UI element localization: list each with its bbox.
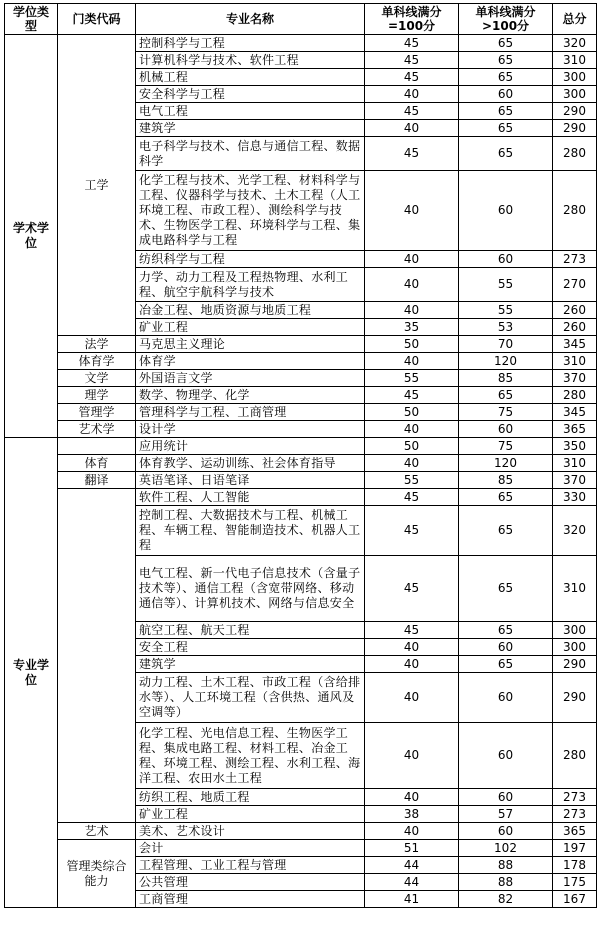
- single-line-100-cell: 45: [365, 69, 459, 86]
- major-name-cell: 公共管理: [136, 874, 365, 891]
- single-line-gt100-cell: 65: [459, 556, 553, 622]
- single-line-gt100-cell: 65: [459, 103, 553, 120]
- header-single-line-100: 单科线满分=100分: [365, 4, 459, 35]
- total-score-cell: 290: [553, 673, 597, 723]
- single-line-100-cell: 40: [365, 120, 459, 137]
- single-line-100-cell: 45: [365, 103, 459, 120]
- table-row: [5, 823, 597, 840]
- header-single-line-gt100: 单科线满分>100分: [459, 4, 553, 35]
- single-line-100-cell: 41: [365, 891, 459, 908]
- major-name-cell: 设计学: [136, 421, 365, 438]
- single-line-100-cell: 55: [365, 370, 459, 387]
- major-name-cell: 美术、艺术设计: [136, 823, 365, 840]
- category-cell: 艺术: [58, 823, 136, 840]
- table-row: [5, 35, 597, 52]
- total-score-cell: 320: [553, 506, 597, 556]
- category-cell: 管理类综合能力: [58, 840, 136, 908]
- major-name-cell: 体育学: [136, 353, 365, 370]
- header-major-name: 专业名称: [136, 4, 365, 35]
- total-score-cell: 273: [553, 806, 597, 823]
- total-score-cell: 280: [553, 723, 597, 789]
- single-line-100-cell: 45: [365, 137, 459, 171]
- single-line-gt100-cell: 75: [459, 438, 553, 455]
- single-line-100-cell: 40: [365, 171, 459, 251]
- single-line-100-cell: 40: [365, 823, 459, 840]
- single-line-100-cell: 40: [365, 723, 459, 789]
- total-score-cell: 365: [553, 823, 597, 840]
- single-line-100-cell: 45: [365, 556, 459, 622]
- single-line-gt100-cell: 65: [459, 387, 553, 404]
- major-name-cell: 电子科学与技术、信息与通信工程、数据科学: [136, 137, 365, 171]
- total-score-cell: 280: [553, 171, 597, 251]
- single-line-100-cell: 45: [365, 489, 459, 506]
- total-score-cell: 178: [553, 857, 597, 874]
- single-line-gt100-cell: 75: [459, 404, 553, 421]
- table-row: [5, 438, 597, 455]
- single-line-gt100-cell: 65: [459, 622, 553, 639]
- major-name-cell: 软件工程、人工智能: [136, 489, 365, 506]
- single-line-gt100-cell: 65: [459, 35, 553, 52]
- total-score-cell: 300: [553, 639, 597, 656]
- total-score-cell: 320: [553, 35, 597, 52]
- category-cell: [58, 438, 136, 455]
- single-line-100-cell: 50: [365, 438, 459, 455]
- major-name-cell: 化学工程、光电信息工程、生物医学工程、集成电路工程、材料工程、冶金工程、环境工程、测绘工程、水利工程、海洋工程、农田水土工程: [136, 723, 365, 789]
- single-line-100-cell: 40: [365, 789, 459, 806]
- single-line-gt100-cell: 102: [459, 840, 553, 857]
- table-body: [5, 35, 597, 908]
- single-line-100-cell: 38: [365, 806, 459, 823]
- total-score-cell: 370: [553, 370, 597, 387]
- total-score-cell: 197: [553, 840, 597, 857]
- major-name-cell: 控制科学与工程: [136, 35, 365, 52]
- table-row: [5, 353, 597, 370]
- single-line-gt100-cell: 88: [459, 874, 553, 891]
- single-line-gt100-cell: 55: [459, 268, 553, 302]
- single-line-100-cell: 44: [365, 857, 459, 874]
- category-cell: 体育: [58, 455, 136, 472]
- total-score-cell: 330: [553, 489, 597, 506]
- single-line-100-cell: 55: [365, 472, 459, 489]
- table-header-row: [5, 4, 597, 35]
- single-line-gt100-cell: 70: [459, 336, 553, 353]
- total-score-cell: 290: [553, 120, 597, 137]
- single-line-100-cell: 51: [365, 840, 459, 857]
- single-line-gt100-cell: 60: [459, 171, 553, 251]
- single-line-100-cell: 50: [365, 404, 459, 421]
- total-score-cell: 370: [553, 472, 597, 489]
- major-name-cell: 体育教学、运动训练、社会体育指导: [136, 455, 365, 472]
- category-cell: 法学: [58, 336, 136, 353]
- single-line-gt100-cell: 55: [459, 302, 553, 319]
- major-name-cell: 会计: [136, 840, 365, 857]
- category-cell: 体育学: [58, 353, 136, 370]
- single-line-gt100-cell: 85: [459, 472, 553, 489]
- header-category-code: 门类代码: [58, 4, 136, 35]
- single-line-gt100-cell: 65: [459, 137, 553, 171]
- table-row: [5, 336, 597, 353]
- single-line-100-cell: 40: [365, 455, 459, 472]
- total-score-cell: 345: [553, 404, 597, 421]
- total-score-cell: 270: [553, 268, 597, 302]
- single-line-100-cell: 40: [365, 673, 459, 723]
- table-row: [5, 370, 597, 387]
- major-name-cell: 英语笔译、日语笔译: [136, 472, 365, 489]
- single-line-gt100-cell: 88: [459, 857, 553, 874]
- total-score-cell: 300: [553, 69, 597, 86]
- total-score-cell: 273: [553, 251, 597, 268]
- major-name-cell: 安全工程: [136, 639, 365, 656]
- major-name-cell: 控制工程、大数据技术与工程、机械工程、车辆工程、智能制造技术、机器人工程: [136, 506, 365, 556]
- single-line-gt100-cell: 60: [459, 789, 553, 806]
- total-score-cell: 167: [553, 891, 597, 908]
- major-name-cell: 建筑学: [136, 120, 365, 137]
- major-name-cell: 马克思主义理论: [136, 336, 365, 353]
- major-name-cell: 管理科学与工程、工商管理: [136, 404, 365, 421]
- major-name-cell: 应用统计: [136, 438, 365, 455]
- total-score-cell: 310: [553, 455, 597, 472]
- single-line-gt100-cell: 53: [459, 319, 553, 336]
- major-name-cell: 航空工程、航天工程: [136, 622, 365, 639]
- total-score-cell: 273: [553, 789, 597, 806]
- category-cell: 翻译: [58, 472, 136, 489]
- single-line-100-cell: 40: [365, 251, 459, 268]
- major-name-cell: 电气工程、新一代电子信息技术（含量子技术等）、通信工程（含宽带网络、移动通信等）、计算机技术、网络与信息安全: [136, 556, 365, 622]
- total-score-cell: 350: [553, 438, 597, 455]
- total-score-cell: 290: [553, 656, 597, 673]
- single-line-gt100-cell: 60: [459, 723, 553, 789]
- single-line-gt100-cell: 65: [459, 52, 553, 69]
- single-line-gt100-cell: 60: [459, 639, 553, 656]
- single-line-100-cell: 40: [365, 302, 459, 319]
- major-name-cell: 冶金工程、地质资源与地质工程: [136, 302, 365, 319]
- total-score-cell: 280: [553, 137, 597, 171]
- score-table: [4, 3, 597, 908]
- table-row: [5, 387, 597, 404]
- single-line-100-cell: 40: [365, 353, 459, 370]
- table-row: [5, 404, 597, 421]
- single-line-100-cell: 35: [365, 319, 459, 336]
- single-line-gt100-cell: 120: [459, 353, 553, 370]
- total-score-cell: 290: [553, 103, 597, 120]
- major-name-cell: 电气工程: [136, 103, 365, 120]
- category-cell: 理学: [58, 387, 136, 404]
- major-name-cell: 矿业工程: [136, 319, 365, 336]
- single-line-100-cell: 50: [365, 336, 459, 353]
- major-name-cell: 机械工程: [136, 69, 365, 86]
- single-line-gt100-cell: 65: [459, 69, 553, 86]
- single-line-gt100-cell: 60: [459, 823, 553, 840]
- total-score-cell: 260: [553, 319, 597, 336]
- major-name-cell: 纺织工程、地质工程: [136, 789, 365, 806]
- single-line-100-cell: 45: [365, 52, 459, 69]
- major-name-cell: 工商管理: [136, 891, 365, 908]
- single-line-gt100-cell: 57: [459, 806, 553, 823]
- single-line-gt100-cell: 60: [459, 673, 553, 723]
- total-score-cell: 345: [553, 336, 597, 353]
- total-score-cell: 175: [553, 874, 597, 891]
- single-line-100-cell: 45: [365, 387, 459, 404]
- single-line-100-cell: 40: [365, 268, 459, 302]
- major-name-cell: 动力工程、土木工程、市政工程（含给排水等）、人工环境工程（含供热、通风及空调等）: [136, 673, 365, 723]
- major-name-cell: 纺织科学与工程: [136, 251, 365, 268]
- single-line-100-cell: 45: [365, 622, 459, 639]
- total-score-cell: 280: [553, 387, 597, 404]
- major-name-cell: 数学、物理学、化学: [136, 387, 365, 404]
- single-line-gt100-cell: 65: [459, 506, 553, 556]
- single-line-gt100-cell: 120: [459, 455, 553, 472]
- single-line-100-cell: 40: [365, 421, 459, 438]
- table-row: [5, 421, 597, 438]
- major-name-cell: 力学、动力工程及工程热物理、水利工程、航空宇航科学与技术: [136, 268, 365, 302]
- table-row: [5, 840, 597, 857]
- table-row: [5, 472, 597, 489]
- single-line-100-cell: 40: [365, 639, 459, 656]
- single-line-gt100-cell: 60: [459, 251, 553, 268]
- total-score-cell: 365: [553, 421, 597, 438]
- degree-type-cell: 专业学位: [5, 438, 58, 908]
- total-score-cell: 310: [553, 52, 597, 69]
- single-line-gt100-cell: 65: [459, 489, 553, 506]
- major-name-cell: 计算机科学与技术、软件工程: [136, 52, 365, 69]
- category-cell: [58, 489, 136, 823]
- single-line-gt100-cell: 60: [459, 86, 553, 103]
- category-cell: 文学: [58, 370, 136, 387]
- major-name-cell: 建筑学: [136, 656, 365, 673]
- major-name-cell: 化学工程与技术、光学工程、材料科学与工程、仪器科学与技术、土木工程（人工环境工程、市政工程）、测绘科学与技术、生物医学工程、环境科学与工程、集成电路科学与工程: [136, 171, 365, 251]
- category-cell: 管理学: [58, 404, 136, 421]
- total-score-cell: 300: [553, 622, 597, 639]
- single-line-gt100-cell: 85: [459, 370, 553, 387]
- total-score-cell: 310: [553, 353, 597, 370]
- category-cell: 工学: [58, 35, 136, 336]
- single-line-100-cell: 45: [365, 35, 459, 52]
- single-line-gt100-cell: 82: [459, 891, 553, 908]
- single-line-100-cell: 40: [365, 656, 459, 673]
- category-cell: 艺术学: [58, 421, 136, 438]
- single-line-100-cell: 44: [365, 874, 459, 891]
- table-row: [5, 455, 597, 472]
- major-name-cell: 安全科学与工程: [136, 86, 365, 103]
- single-line-gt100-cell: 60: [459, 421, 553, 438]
- table-row: [5, 489, 597, 506]
- header-degree-type: 学位类型: [5, 4, 58, 35]
- total-score-cell: 300: [553, 86, 597, 103]
- major-name-cell: 矿业工程: [136, 806, 365, 823]
- total-score-cell: 310: [553, 556, 597, 622]
- major-name-cell: 工程管理、工业工程与管理: [136, 857, 365, 874]
- single-line-100-cell: 45: [365, 506, 459, 556]
- header-total: 总分: [553, 4, 597, 35]
- single-line-gt100-cell: 65: [459, 120, 553, 137]
- degree-type-cell: 学术学位: [5, 35, 58, 438]
- single-line-100-cell: 40: [365, 86, 459, 103]
- total-score-cell: 260: [553, 302, 597, 319]
- single-line-gt100-cell: 65: [459, 656, 553, 673]
- major-name-cell: 外国语言文学: [136, 370, 365, 387]
